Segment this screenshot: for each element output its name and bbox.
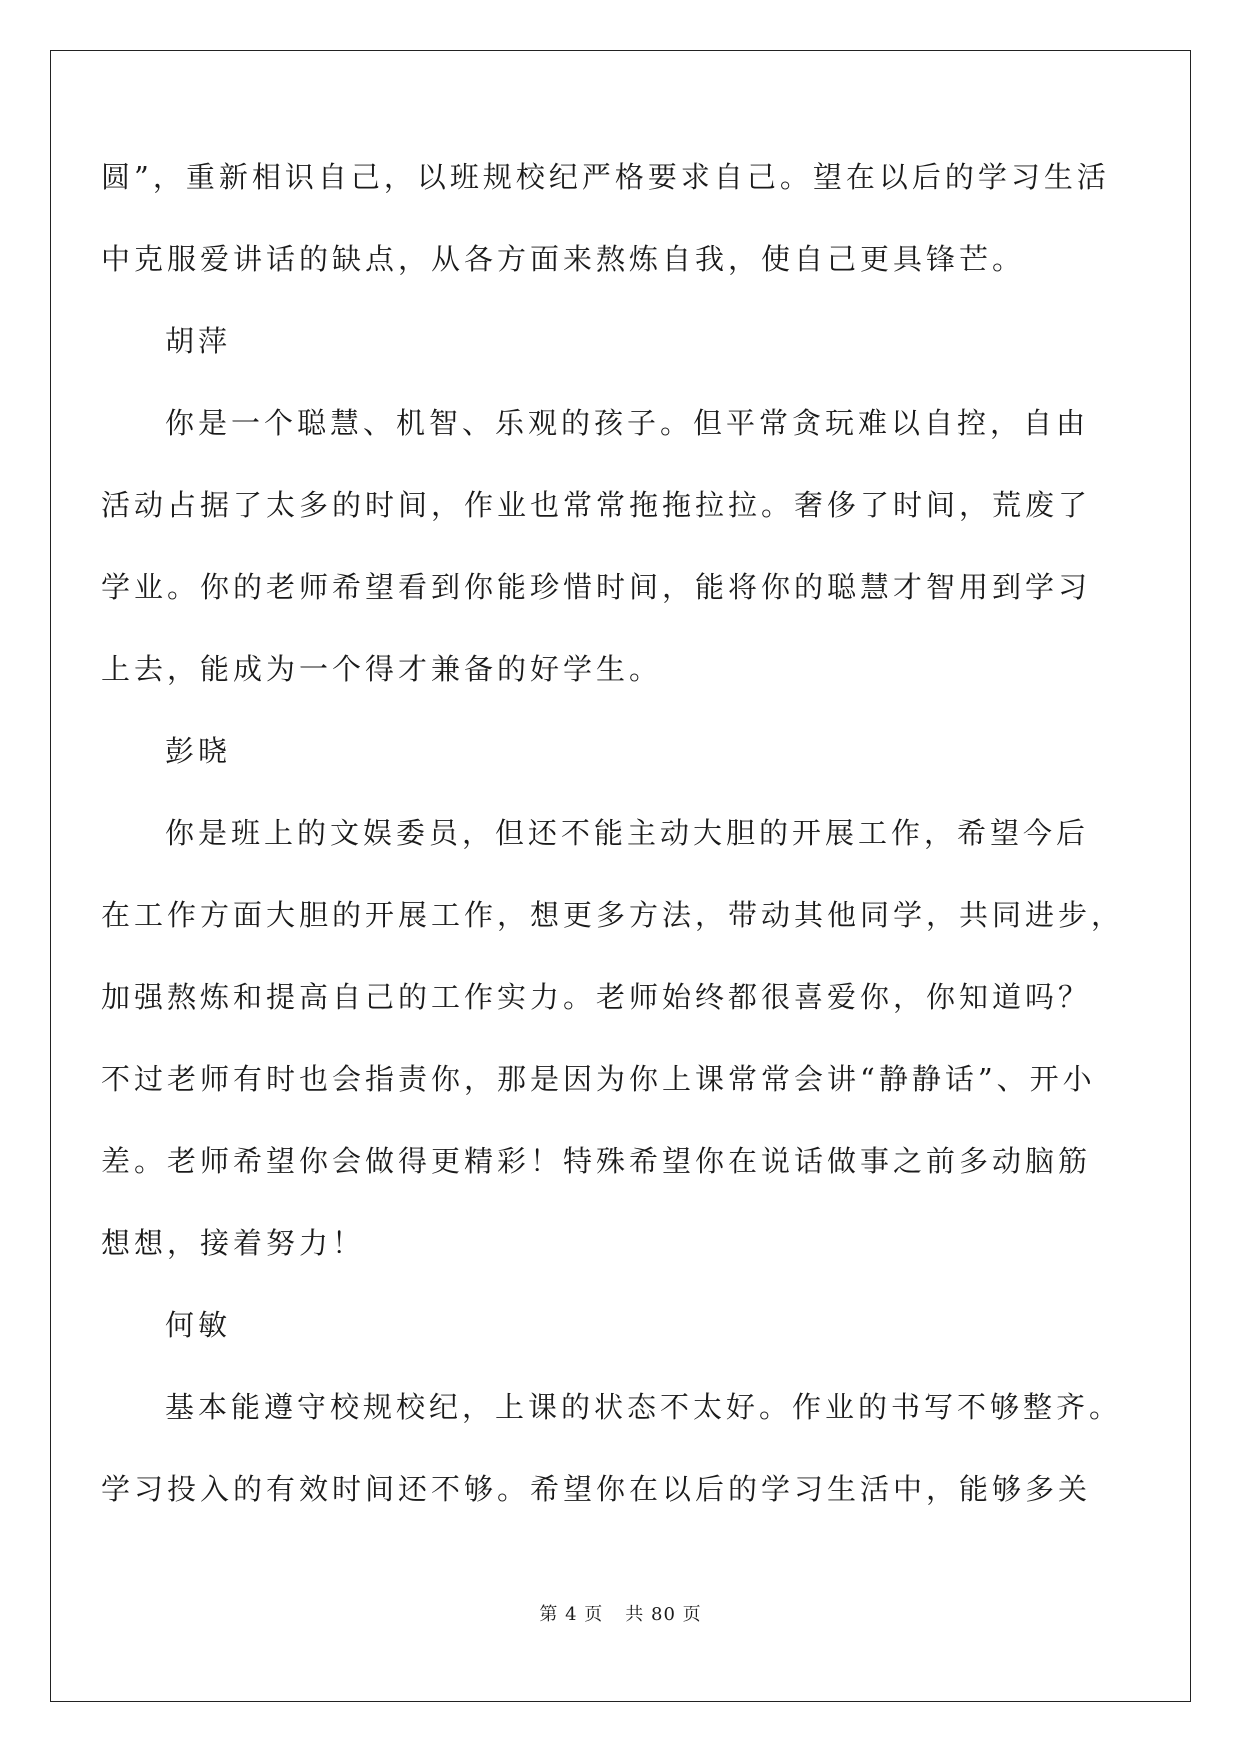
text-line: 中克服爱讲话的缺点，从各方面来熬炼自我，使自己更具锋芒。 (101, 242, 1026, 276)
text-line: 加强熬炼和提高自己的工作实力。老师始终都很喜爱你，你知道吗？ (101, 980, 1092, 1014)
student-name: 彭晓 (165, 734, 232, 768)
text-line: 你是班上的文娱委员，但还不能主动大胆的开展工作，希望今后 (165, 816, 1090, 850)
text-line: 想想，接着努力！ (101, 1226, 366, 1260)
page-number: 第 4 页 (539, 1604, 604, 1625)
text-line: 学习投入的有效时间还不够。希望你在以后的学习生活中，能够多关 (101, 1472, 1092, 1506)
text-line: 在工作方面大胆的开展工作，想更多方法，带动其他同学，共同进步， (101, 898, 1125, 932)
text-line: 上去，能成为一个得才兼备的好学生。 (101, 652, 663, 686)
student-name: 何敏 (165, 1308, 232, 1342)
text-line: 活动占据了太多的时间，作业也常常拖拖拉拉。奢侈了时间，荒废了 (101, 488, 1092, 522)
text-line: 差。老师希望你会做得更精彩！特殊希望你在说话做事之前多动脑筋 (101, 1144, 1092, 1178)
text-line: 你是一个聪慧、机智、乐观的孩子。但平常贪玩难以自控，自由 (165, 406, 1090, 440)
document-body (101, 156, 1125, 1550)
page-footer (0, 1600, 1241, 1626)
page-total: 共 80 页 (625, 1604, 702, 1625)
text-line: 学业。你的老师希望看到你能珍惜时间，能将你的聪慧才智用到学习 (101, 570, 1092, 604)
student-name: 胡萍 (165, 324, 232, 358)
text-line: 圆”，重新相识自己，以班规校纪严格要求自己。望在以后的学习生活 (101, 160, 1110, 194)
text-line: 基本能遵守校规校纪，上课的状态不太好。作业的书写不够整齐。 (165, 1390, 1123, 1424)
text-line: 不过老师有时也会指责你，那是因为你上课常常会讲“静静话”、开小 (101, 1062, 1096, 1096)
